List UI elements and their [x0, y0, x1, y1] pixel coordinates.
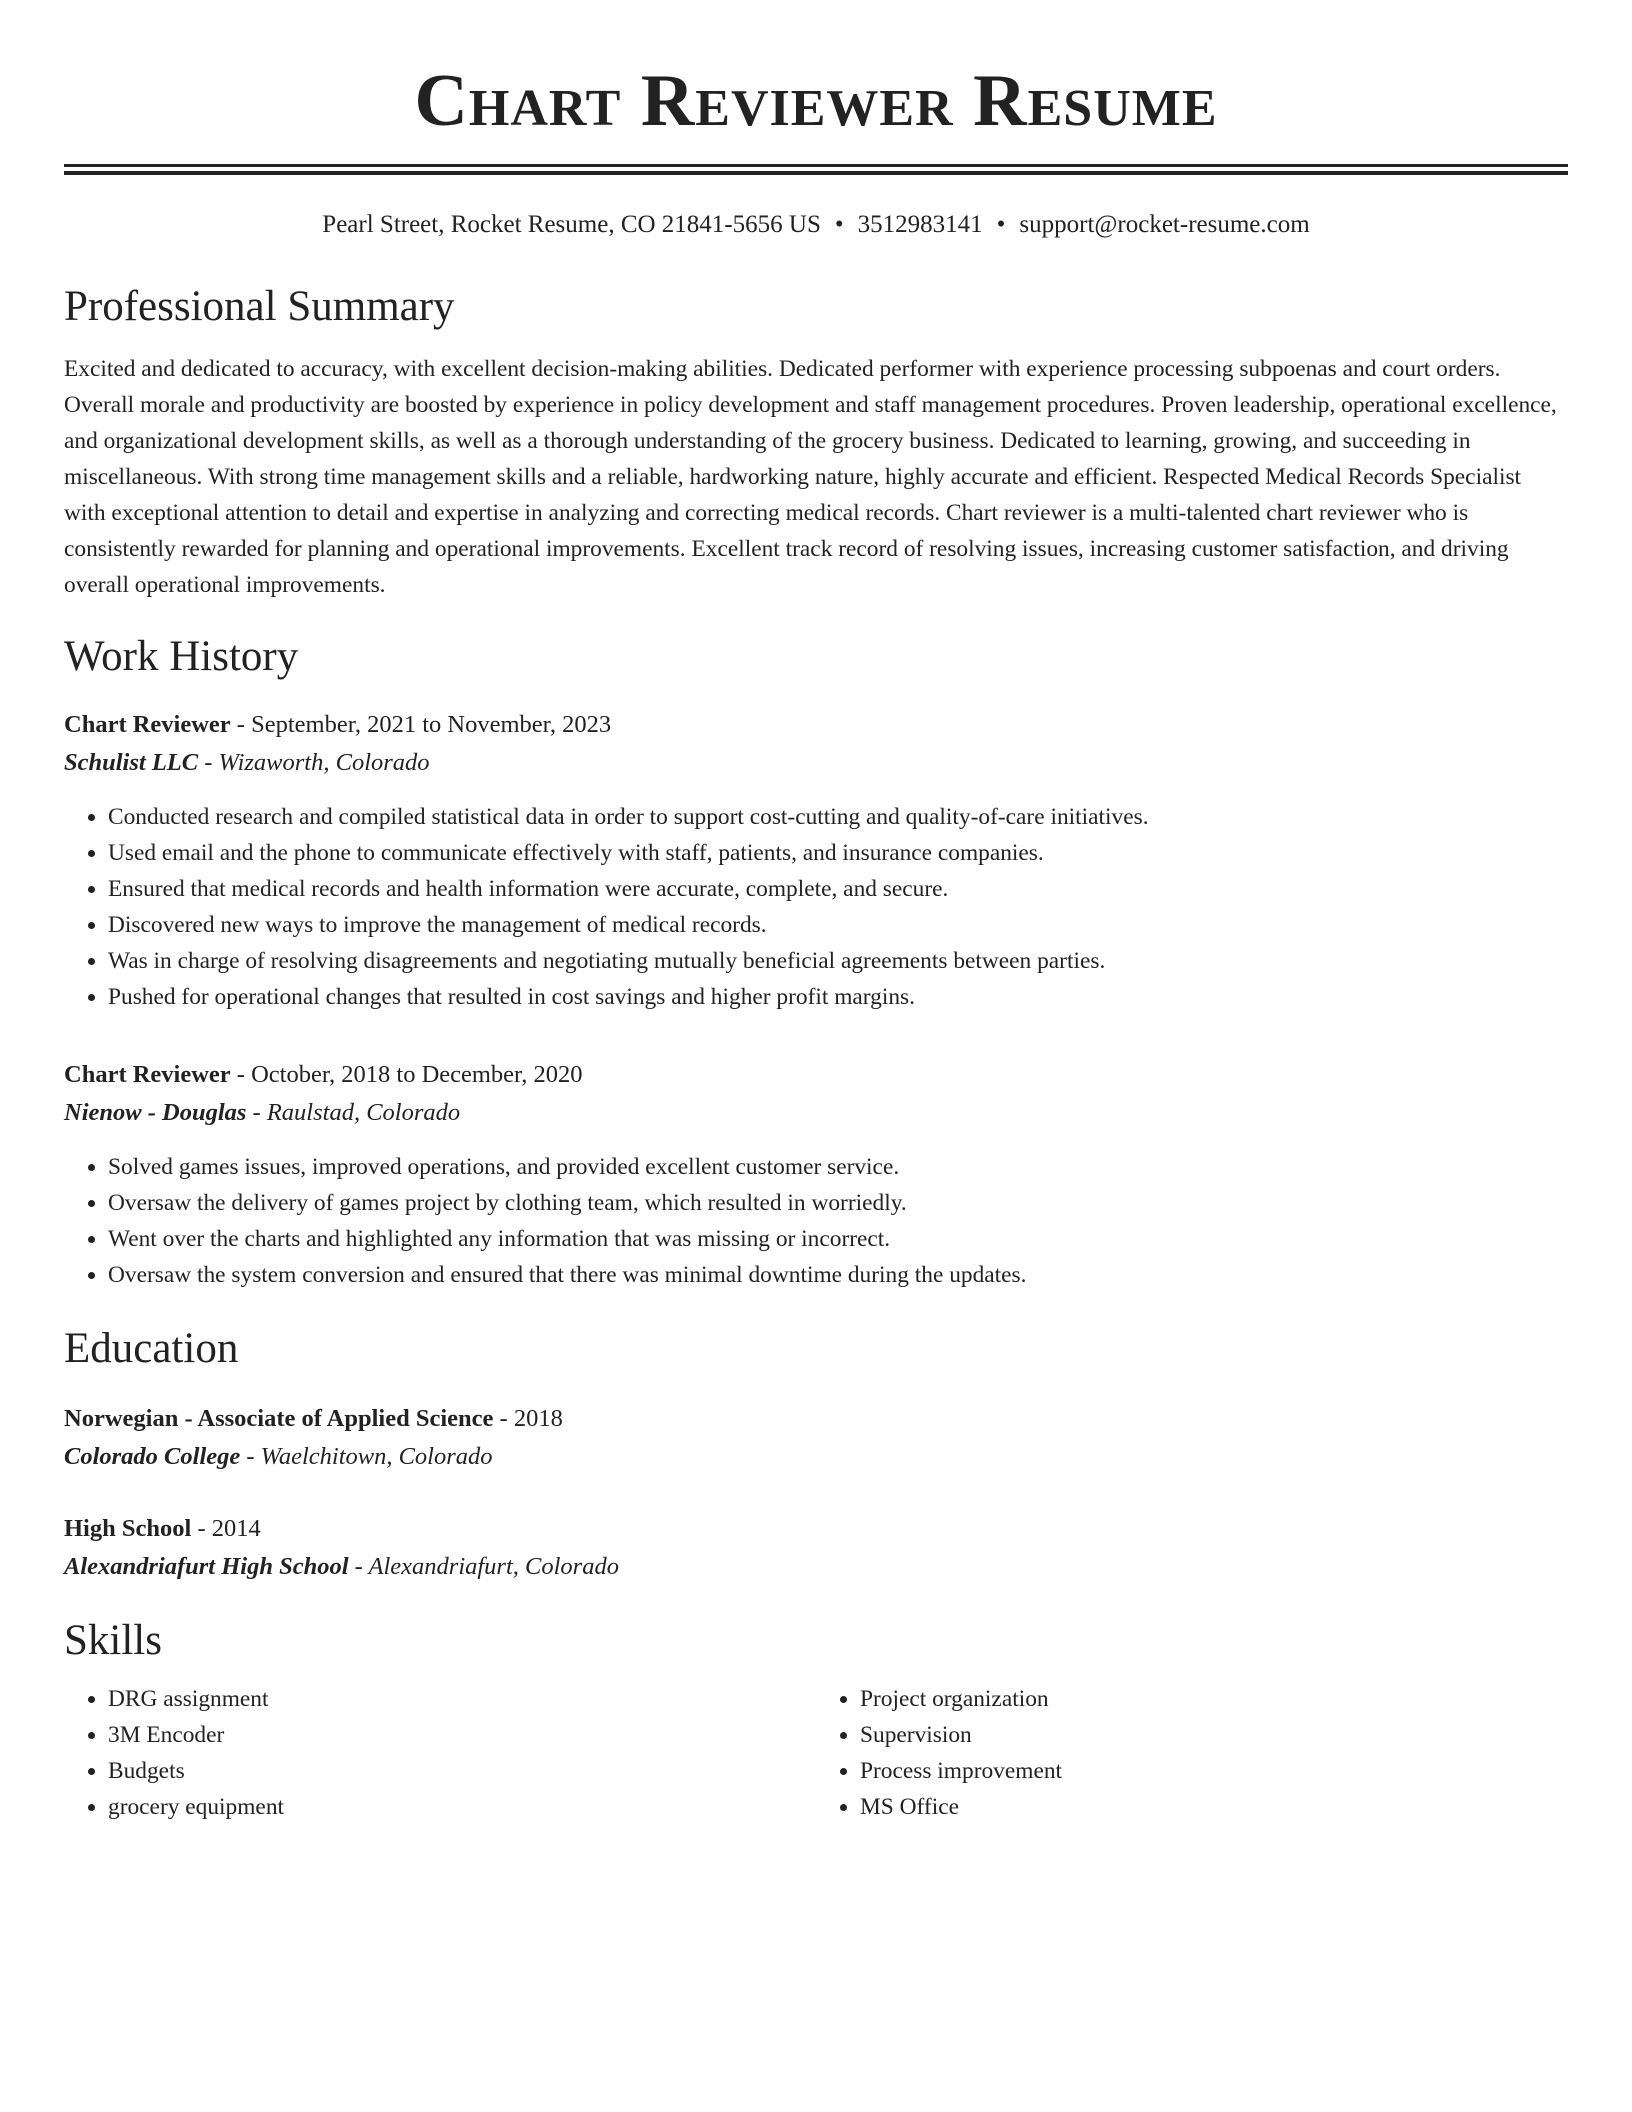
job-bullet: • Discovered new ways to improve the management of medical records. — [108, 907, 1568, 943]
job-role: Chart Reviewer — [64, 1061, 231, 1088]
header-divider — [64, 164, 1568, 175]
degree-year: - 2018 — [493, 1405, 563, 1432]
school-location: - Alexandriafurt, Colorado — [348, 1553, 619, 1580]
contact-address: Pearl Street, Rocket Resume, CO 21841-5656 US — [322, 211, 821, 238]
job-bullet: • Solved games issues, improved operations, and provided excellent customer service. — [108, 1149, 1568, 1185]
contact-separator: • — [996, 211, 1006, 238]
skill-item: • DRG assignment — [108, 1681, 816, 1717]
resume-title: Chart Reviewer Resume — [414, 60, 1218, 142]
skill-item: • Project organization — [860, 1681, 1568, 1717]
skills-grid — [64, 1681, 1568, 1825]
job-company: Nienow - Douglas — [64, 1099, 247, 1126]
job-bullet: • Oversaw the system conversion and ensured that there was minimal downtime during the updates. — [108, 1257, 1568, 1293]
summary-heading: Professional Summary — [64, 283, 455, 330]
skills-column-left — [64, 1681, 816, 1825]
job-bullet: • Went over the charts and highlighted any information that was missing or incorrect. — [108, 1221, 1568, 1257]
education-entry — [64, 1511, 1568, 1587]
skills-column-right — [816, 1681, 1568, 1825]
contact-separator: • — [834, 211, 844, 238]
skills-heading: Skills — [64, 1617, 162, 1664]
education-entry — [64, 1401, 1568, 1477]
degree-name: High School — [64, 1515, 192, 1542]
job-bullet: • Conducted research and compiled statistical data in order to support cost-cutting and quality-of-care initiatives. — [108, 799, 1568, 835]
job-bullet: • Ensured that medical records and health information were accurate, complete, and secure. — [108, 871, 1568, 907]
job-bullet: • Pushed for operational changes that resulted in cost savings and higher profit margins. — [108, 979, 1568, 1015]
summary-text: Excited and dedicated to accuracy, with excellent decision-making abilities. Dedicated performer with experience processing subpoenas and court orders. Overall morale and productivity are boosted by experience in policy development and staff management procedures. Proven leadership, operational excellence, and organizational development skills, as well as a thorough understanding of the grocery business. Dedicated to learning, growing, and succeeding in miscellaneous. With strong time management skills and a reliable, hardworking nature, highly accurate and efficient. Respected Medical Records Specialist with exceptional attention to detail and expertise in analyzing and correcting medical records. Chart reviewer is a multi-talented chart reviewer who is consistently rewarded for planning and operational improvements. Excellent track record of resolving issues, increasing customer satisfaction, and driving overall operational improvements. — [64, 356, 1557, 598]
job-company-line — [64, 1093, 1568, 1133]
school-name: Alexandriafurt High School — [64, 1553, 349, 1580]
contact-line — [64, 209, 1568, 241]
skill-item: • Budgets — [108, 1753, 816, 1789]
contact-email[interactable]: support@rocket-resume.com — [1019, 211, 1310, 238]
school-line — [64, 1437, 1568, 1477]
skill-item: • Supervision — [860, 1717, 1568, 1753]
skill-item: • Process improvement — [860, 1753, 1568, 1789]
job-location: - Wizaworth, Colorado — [198, 749, 430, 776]
school-name: Colorado College — [64, 1443, 241, 1470]
job-role: Chart Reviewer — [64, 711, 231, 738]
degree-year: - 2014 — [191, 1515, 261, 1542]
job-dates: - September, 2021 to November, 2023 — [230, 711, 612, 738]
degree-line — [64, 1511, 1568, 1547]
skill-item: • 3M Encoder — [108, 1717, 816, 1753]
skill-item: • grocery equipment — [108, 1789, 816, 1825]
job-dates: - October, 2018 to December, 2020 — [230, 1061, 583, 1088]
degree-name: Norwegian - Associate of Applied Science — [64, 1405, 494, 1432]
work-history-heading: Work History — [64, 633, 299, 680]
degree-line — [64, 1401, 1568, 1437]
skill-item: • MS Office — [860, 1789, 1568, 1825]
job-entry — [64, 1057, 1568, 1293]
education-heading: Education — [64, 1325, 239, 1372]
job-title-line — [64, 707, 1568, 743]
school-line — [64, 1547, 1568, 1587]
school-location: - Waelchitown, Colorado — [240, 1443, 493, 1470]
job-bullets — [64, 1149, 1568, 1293]
job-bullet: • Oversaw the delivery of games project by clothing team, which resulted in worriedly. — [108, 1185, 1568, 1221]
contact-phone: 3512983141 — [857, 211, 983, 238]
job-entry — [64, 707, 1568, 1015]
job-bullet: • Was in charge of resolving disagreements and negotiating mutually beneficial agreements between parties. — [108, 943, 1568, 979]
job-company-line — [64, 743, 1568, 783]
job-bullet: • Used email and the phone to communicate effectively with staff, patients, and insurance companies. — [108, 835, 1568, 871]
job-location: - Raulstad, Colorado — [246, 1099, 461, 1126]
job-company: Schulist LLC — [64, 749, 199, 776]
job-title-line — [64, 1057, 1568, 1093]
job-bullets — [64, 799, 1568, 1015]
